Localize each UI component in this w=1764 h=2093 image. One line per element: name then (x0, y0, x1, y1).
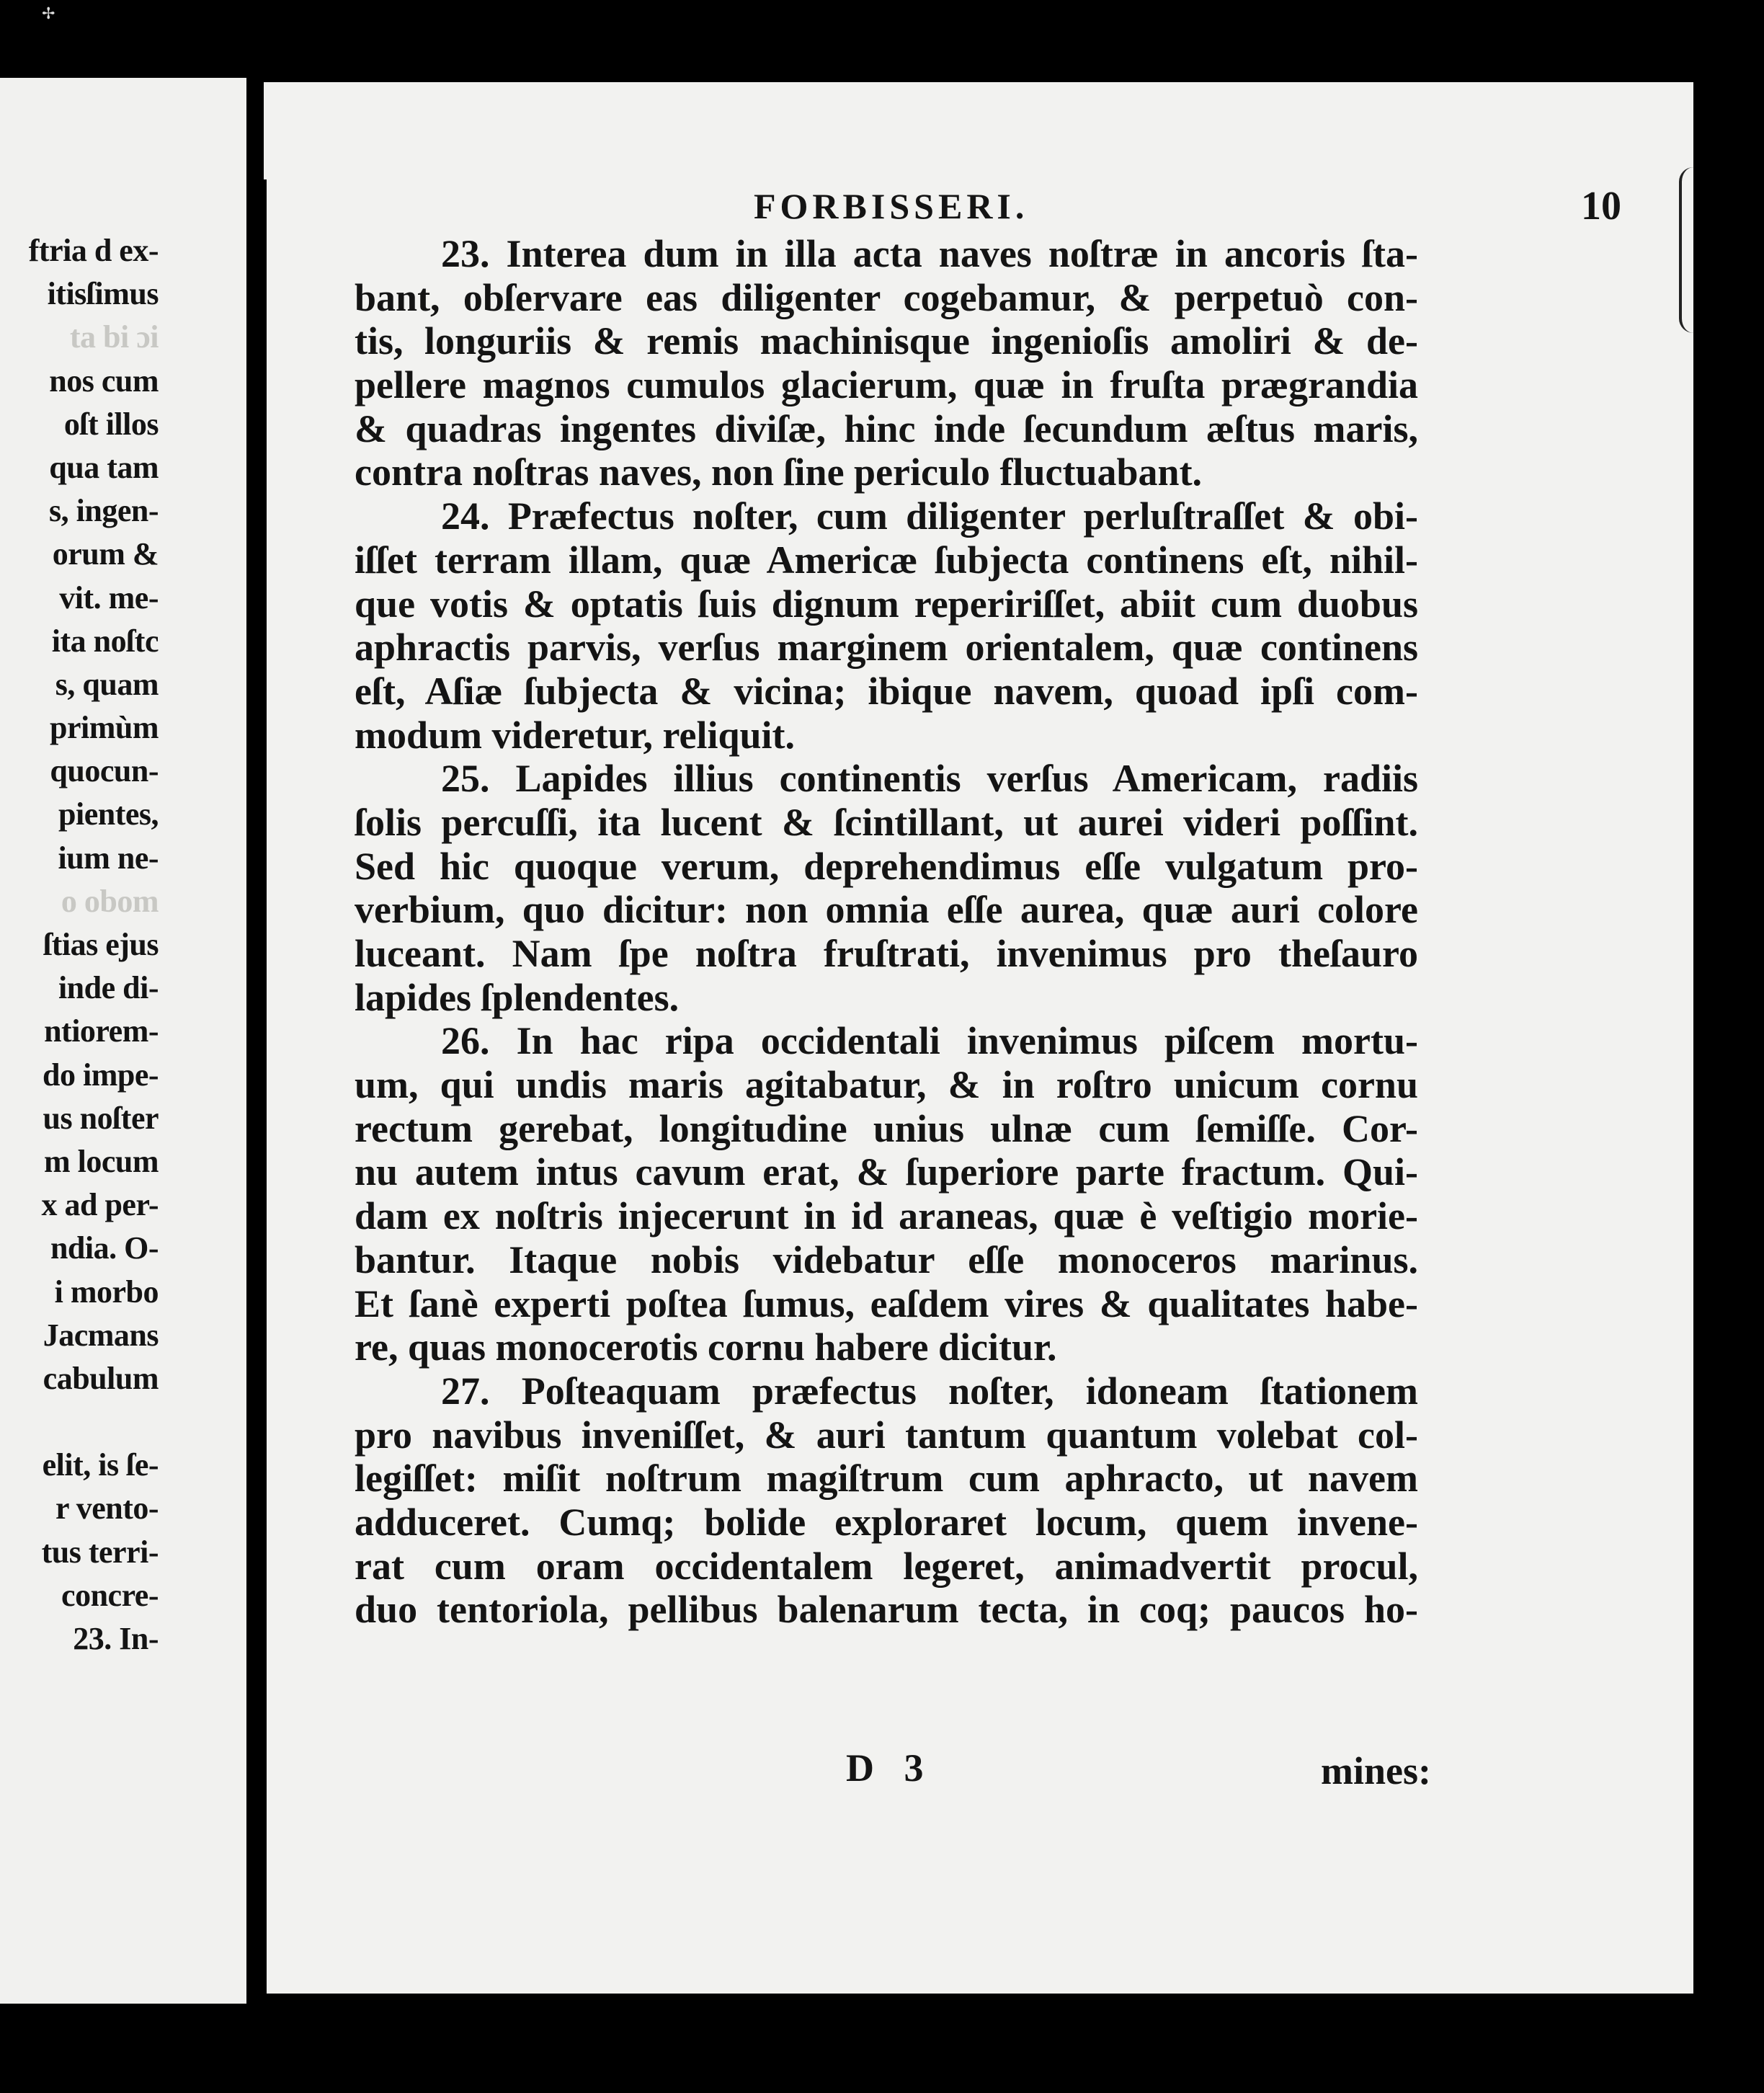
left-line: inde di- (58, 970, 159, 1006)
page-edge (1679, 167, 1693, 333)
text-line: legiſſet: miſit noſtrum magiſtrum cum aphracto, ut navem (355, 1457, 1418, 1501)
text-line: aphractis parvis, verſus marginem orientalem, quæ continens (355, 626, 1418, 670)
left-line: concre- (61, 1577, 159, 1613)
left-line: elit, is ſe- (42, 1447, 159, 1483)
text-line: dam ex noſtris injecerunt in id araneas, quæ è veſtigio morie- (355, 1194, 1418, 1238)
text-line: adduceret. Cumq; bolide exploraret locum, quem invene- (355, 1500, 1418, 1544)
left-line: orum & (52, 536, 159, 572)
left-line: cabulum (43, 1360, 159, 1396)
left-line: nos cum (49, 363, 159, 399)
left-line: quocun- (50, 753, 159, 789)
text-line: pellere magnos cumulos glacierum, quæ in fruſta prægrandia (355, 363, 1418, 407)
text-line: & quadras ingentes diviſæ, hinc inde ſecundum æſtus maris, (355, 406, 1418, 450)
left-line: tus terri- (41, 1534, 159, 1570)
text-line: Sed hic quoque verum, deprehendimus eſſe vulgatum pro- (355, 844, 1418, 888)
text-line: re, quas monocerotis cornu habere dicitur. (355, 1325, 1057, 1369)
left-line: oſt illos (63, 406, 159, 442)
left-page (0, 78, 246, 2004)
text-line: 24. Præfectus noſter, cum diligenter perluſtraſſet & obi- (441, 494, 1418, 538)
left-line: o obom (61, 883, 159, 919)
body-text (355, 232, 1418, 1632)
scan-speck: ✢ (42, 4, 55, 22)
signature-mark: D 3 (846, 1746, 934, 1790)
text-line: contra noſtras naves, non ſine periculo fluctuabant. (355, 450, 1203, 494)
text-line: nu autem intus cavum erat, & ſuperiore parte fractum. Qui- (355, 1150, 1418, 1194)
left-line: 23. In- (73, 1621, 159, 1656)
text-line: lapides ſplendentes. (355, 975, 680, 1019)
left-line: m locum (43, 1143, 159, 1179)
left-line: s, ingen- (49, 493, 159, 529)
left-line: vit. me- (59, 579, 159, 616)
text-line: ſolis percuſſi, ita lucent & ſcintillant, ut aurei videri poſſint. (355, 800, 1418, 844)
left-line: ntiorem- (44, 1013, 159, 1049)
left-page-text (7, 229, 159, 1661)
page-number: 10 (1581, 184, 1621, 228)
running-head: FORBISSERI. (754, 186, 1029, 226)
left-line: s, quam (55, 666, 159, 702)
left-line: ita noſtc (51, 623, 159, 659)
text-line: que votis & optatis ſuis dignum repeririſſet, abiit cum duobus (355, 582, 1418, 626)
text-line: verbium, quo dicitur: non omnia eſſe aurea, quæ auri colore (355, 888, 1418, 932)
left-line (7, 1400, 159, 1444)
text-line: tis, longuriis & remis machinisque ingenioſis amoliri & de- (355, 319, 1418, 363)
text-line: um, qui undis maris agitabatur, & in roſtro unicum cornu (355, 1063, 1418, 1107)
left-line: r vento- (55, 1490, 159, 1527)
text-line: modum videretur, reliquit. (355, 713, 796, 757)
text-line: bant, obſervare eas diligenter cogebamur, & perpetuò con- (355, 275, 1418, 319)
left-line: ium ne- (58, 840, 159, 876)
text-line: luceant. Nam ſpe noſtra fruſtrati, invenimus pro theſauro (355, 932, 1418, 975)
left-line: pientes, (58, 796, 159, 832)
text-line: pro navibus inveniſſet, & auri tantum quantum volebat col- (355, 1413, 1418, 1457)
text-line: rat cum oram occidentalem legeret, animadvertit procul, (355, 1544, 1418, 1588)
left-line: i morbo (54, 1274, 159, 1310)
catchword: mines: (1321, 1749, 1431, 1792)
text-line: 27. Poſteaquam præfectus noſter, idoneam ſtationem (441, 1369, 1418, 1413)
text-line: iſſet terram illam, quæ Americæ ſubjecta continens eſt, nihil- (355, 538, 1418, 582)
left-line: primùm (50, 710, 159, 746)
left-line: x ad per- (41, 1187, 159, 1223)
text-line: eſt, Aſiæ ſubjecta & vicina; ibique navem, quoad ipſi com- (355, 669, 1418, 713)
left-line: ta bi ɔi (69, 319, 159, 355)
text-line: 25. Lapides illius continentis verſus Americam, radiis (441, 757, 1418, 801)
left-line: ftria d ex- (28, 233, 159, 268)
text-line: 26. In hac ripa occidentali invenimus piſcem mortu- (441, 1019, 1418, 1063)
text-line: 23. Interea dum in illa acta naves noſtræ in ancoris ſta- (441, 232, 1418, 275)
left-line: us noſter (43, 1100, 159, 1136)
text-line: duo tentoriola, pellibus balenarum tecta, in coq; paucos ho- (355, 1588, 1418, 1632)
text-line: rectum gerebat, longitudine unius ulnæ cum ſemiſſe. Cor- (355, 1106, 1418, 1150)
right-page (264, 82, 1693, 1994)
left-line: Jacmans (43, 1317, 159, 1353)
left-line: do impe- (43, 1057, 159, 1093)
gutter-rule (264, 179, 267, 1994)
left-line: itisſimus (47, 276, 159, 312)
text-line: Et ſanè experti poſtea ſumus, eaſdem vires & qualitates habe- (355, 1281, 1418, 1325)
text-line: bantur. Itaque nobis videbatur eſſe monoceros marinus. (355, 1237, 1418, 1281)
left-line: ſtias ejus (43, 927, 159, 962)
left-line: qua tam (49, 449, 159, 485)
left-line: ndia. O- (50, 1230, 159, 1266)
